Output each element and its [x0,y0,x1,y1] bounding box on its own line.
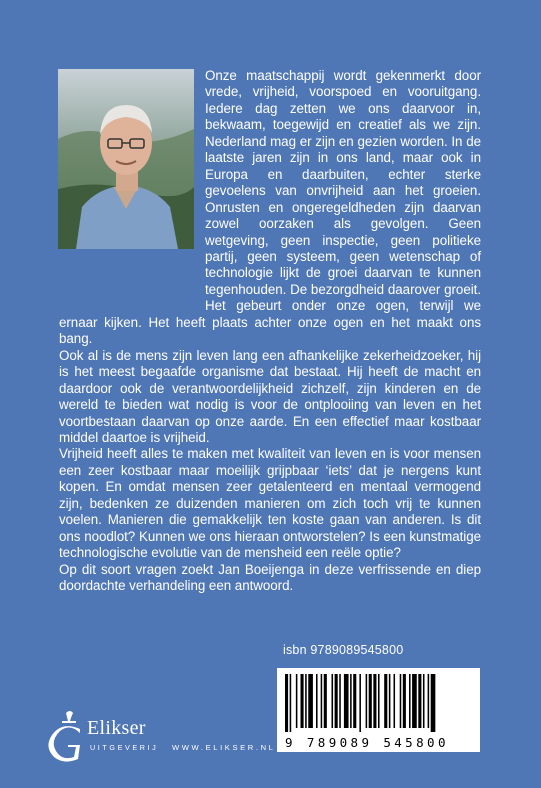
barcode-bar [423,674,425,728]
barcode-digits: 9 789089 545800 [285,735,449,750]
barcode-bar [339,674,341,728]
barcode-bar [335,674,338,728]
barcode-bar [301,674,304,728]
barcode-bar [359,674,361,732]
paragraph-1: Onze maatschappij wordt gekenmerkt door vrede, vrijheid, voorspoed en vooruitgang. Iedere dag zetten we ons daarvoor in, bekwaam, toegewijd en creatief als we zijn. Nederland mag er zijn en gezien worden. In de laatste jaren zijn in ons land, maar ook in Europa en daarbuiten, echter sterke gevoelens van onvrijheid aan het groeien. Onrusten en ongeregeldheden zijn daarvan zowel oorzaken als gevolgen. Geen wetgeving, geen inspectie, geen politieke partij, geen systeem, geen wetenschap of technologie lijkt de groei daarvan te kunnen tegenhouden. De bezorgdheid daarover groeit. Het gebeurt onder onze ogen, terwijl we ernaar kijken. Het heeft plaats achter onze ogen en het maakt ons bang. [59,68,481,347]
barcode-bar [350,674,352,728]
barcode-bar [296,674,298,728]
barcode [277,668,480,752]
paragraph-3: Vrijheid heeft alles te maken met kwaliteit van leven en is voor mensen een zeer kostbaar maar moeilijk grijpbaar ‘iets’ dat je nergens kunt kopen. En omdat mensen zeer getalenteerd en mentaal vermogend zijn, bedenken ze duizenden manieren om zich toch vrij te kunnen voelen. Manieren die gemakkelijk ten koste gaan van anderen. Is dit ons noodlot? Kunnen we ons hieraan ontworstelen? Is een kunstmatige technologische evolutie van de mensheid een reële optie? [59,446,481,561]
barcode-bar [290,674,292,732]
barcode-bar [285,674,288,732]
barcode-bar [373,674,376,728]
barcode-bar [308,674,313,728]
barcode-bar [321,674,323,728]
barcode-bar [369,674,372,728]
paragraph-2: Ook al is de mens zijn leven lang een afhankelijke zekerheidzoeker, hij is het meest begaafde organisme dat bestaat. Hij heeft de macht en daardoor ook de verantwoordelijkheid zichzelf, zijn kinderen en de wereld te bieden wat nodig is voor de ontplooiing van leven en het voortbestaan daarvan op onze aarde. En een effectief maar kostbaar middel daartoe is vrijheid. [59,347,481,445]
barcode-bar [332,674,334,728]
barcode-bar [378,674,380,728]
publisher-url[interactable]: WWW.ELIKSER.NL [172,743,276,752]
barcode-bar [389,674,391,728]
barcode-bar [344,674,349,728]
barcode-bar [418,674,421,728]
publisher-name: Elikser [87,717,146,739]
barcode-bar [305,674,307,728]
publisher-sub: UITGEVERIJ [90,743,159,752]
barcode-bar [431,674,436,732]
barcode-bar [316,674,318,728]
paragraph-4: Op dit soort vragen zoekt Jan Boeijenga in deze verfrissende en diep doordachte verhandeling een antwoord. [59,561,481,594]
barcode-bar [412,674,417,728]
back-cover-text [59,68,481,595]
barcode-bar [353,674,356,728]
isbn-label: isbn 9789089545800 [283,643,404,657]
barcode-bar [384,674,387,728]
barcode-bar [324,674,327,728]
barcode-bar [366,674,368,728]
barcode-bar [400,674,402,728]
barcode-bar [409,674,411,728]
barcode-bar [394,674,396,728]
barcode-bar [428,674,430,728]
barcode-bars-icon [277,668,480,732]
barcode-bar [403,674,406,728]
